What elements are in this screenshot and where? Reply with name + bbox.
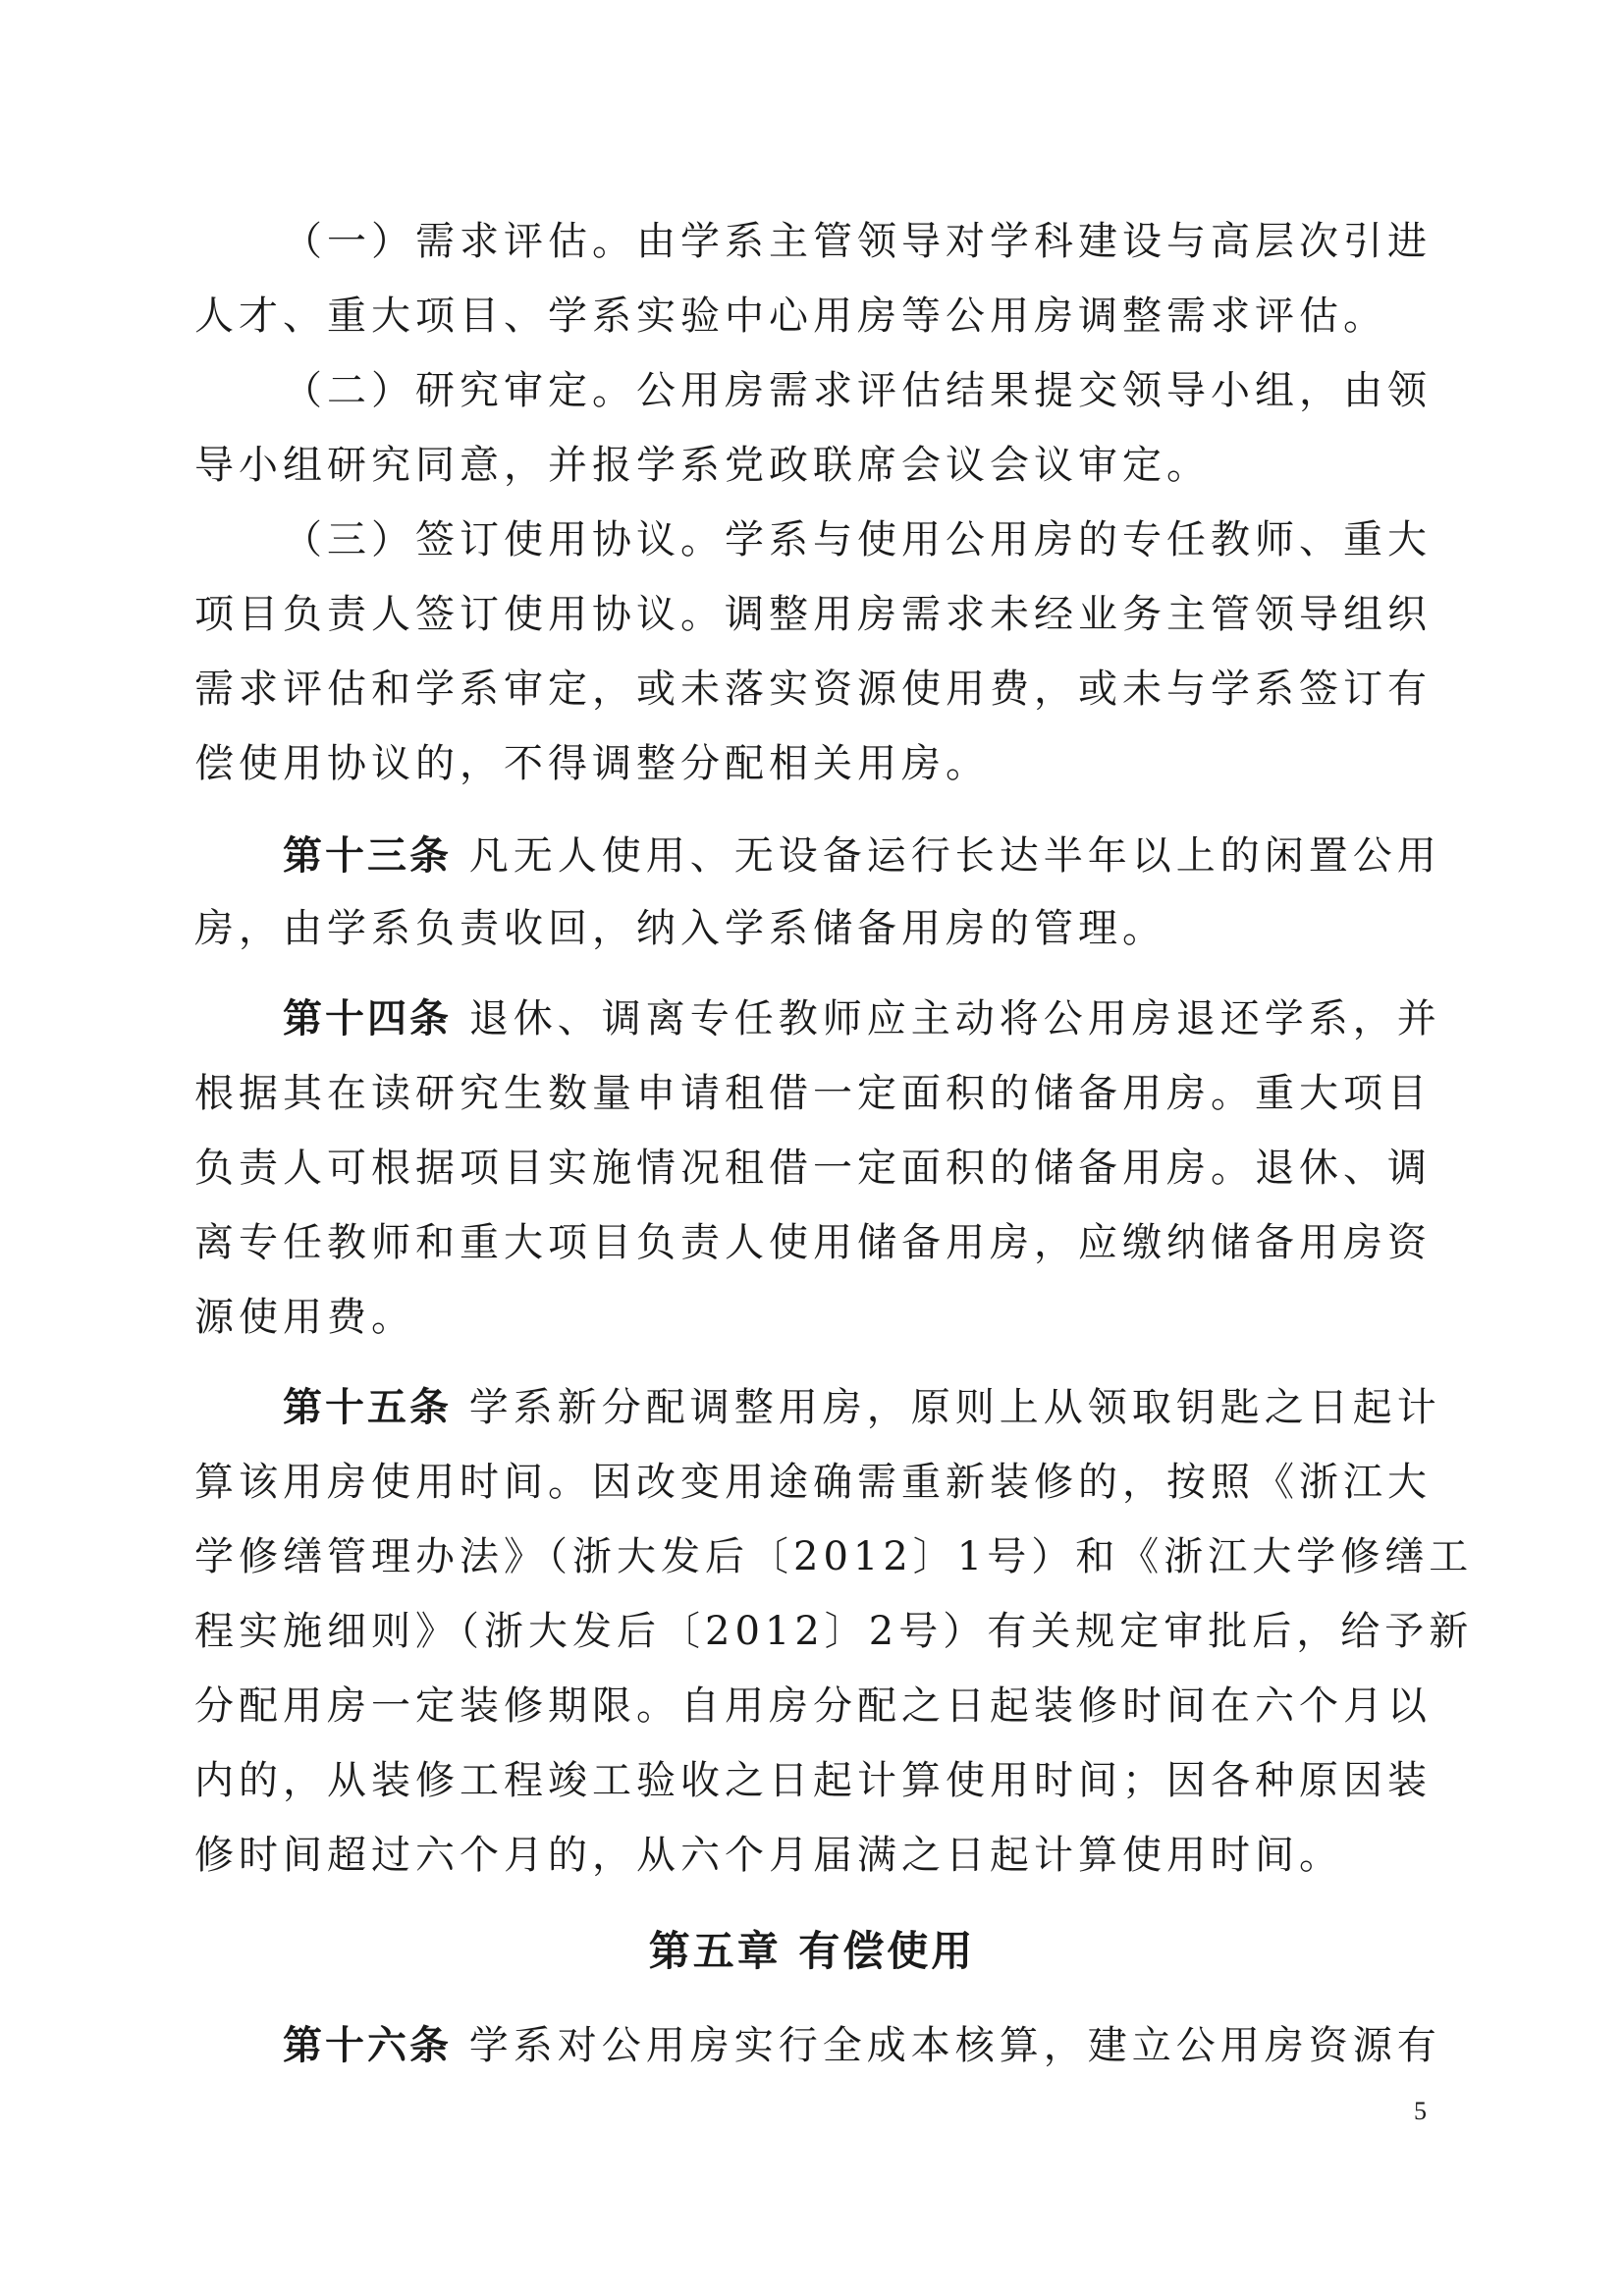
article-15-line-4: 程实施细则》（浙大发后〔2012〕2号）有关规定审批后，给予新 <box>194 1609 1474 1654</box>
article-15-line-5: 分配用房一定装修期限。自用房分配之日起装修时间在六个月以 <box>194 1683 1432 1729</box>
article-16-label: 第十六条 <box>283 2023 452 2068</box>
article-15-text: 学系新分配调整用房，原则上从领取钥匙之日起计 <box>468 1385 1441 1430</box>
paragraph-1-line-1: （一）需求评估。由学系主管领导对学科建设与高层次引进 <box>283 219 1432 264</box>
article-13-label: 第十三条 <box>283 833 452 879</box>
article-14-label: 第十四条 <box>283 996 452 1041</box>
article-13-line-2: 房，由学系负责收回，纳入学系储备用房的管理。 <box>194 906 1166 951</box>
paragraph-2-line-2: 导小组研究同意，并报学系党政联席会议会议审定。 <box>194 443 1211 488</box>
article-15-line-6: 内的，从装修工程竣工验收之日起计算使用时间；因各种原因装 <box>194 1758 1432 1803</box>
article-14-line-1 <box>283 995 1441 1042</box>
article-15-line-3: 学修缮管理办法》（浙大发后〔2012〕1号）和《浙江大学修缮工 <box>194 1534 1474 1579</box>
page-number: 5 <box>1414 2097 1427 2125</box>
article-15-label: 第十五条 <box>283 1385 452 1430</box>
article-13-text: 凡无人使用、无设备运行长达半年以上的闲置公用 <box>468 833 1441 879</box>
paragraph-3-line-4: 偿使用协议的，不得调整分配相关用房。 <box>194 741 990 786</box>
paragraph-3-line-2: 项目负责人签订使用协议。调整用房需求未经业务主管领导组织 <box>194 592 1432 637</box>
article-14-line-3: 负责人可根据项目实施情况租借一定面积的储备用房。退休、调 <box>194 1146 1432 1191</box>
article-14-text: 退休、调离专任教师应主动将公用房退还学系，并 <box>468 996 1441 1041</box>
article-15-line-2: 算该用房使用时间。因改变用途确需重新装修的，按照《浙江大 <box>194 1460 1432 1505</box>
chapter-5-heading: 第五章 有偿使用 <box>648 1927 976 1975</box>
article-14-line-2: 根据其在读研究生数量申请租借一定面积的储备用房。重大项目 <box>194 1071 1432 1116</box>
paragraph-3-line-1: （三）签订使用协议。学系与使用公用房的专任教师、重大 <box>283 517 1432 562</box>
article-14-line-4: 离专任教师和重大项目负责人使用储备用房，应缴纳储备用房资 <box>194 1220 1432 1265</box>
paragraph-3-line-3: 需求评估和学系审定，或未落实资源使用费，或未与学系签订有 <box>194 667 1432 712</box>
article-15-line-7: 修时间超过六个月的，从六个月届满之日起计算使用时间。 <box>194 1833 1343 1878</box>
article-14-line-5: 源使用费。 <box>194 1295 415 1340</box>
article-16-text: 学系对公用房实行全成本核算，建立公用房资源有 <box>468 2023 1441 2068</box>
article-15-line-1 <box>283 1384 1441 1431</box>
article-13-line-1 <box>283 832 1441 880</box>
paragraph-2-line-1: （二）研究审定。公用房需求评估结果提交领导小组，由领 <box>283 368 1432 413</box>
article-16-line-1 <box>283 2022 1441 2069</box>
paragraph-1-line-2: 人才、重大项目、学系实验中心用房等公用房调整需求评估。 <box>194 294 1387 339</box>
